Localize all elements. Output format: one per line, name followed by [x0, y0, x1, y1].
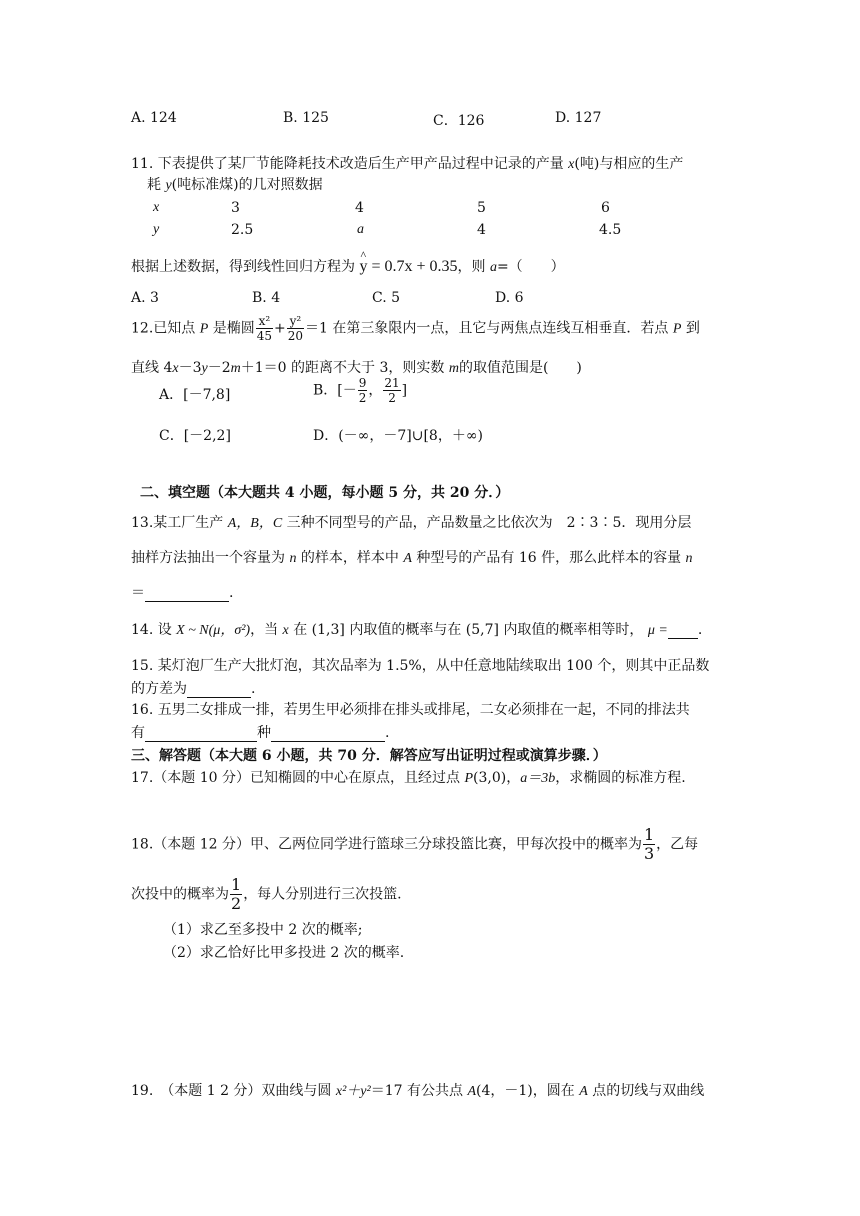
- q14-text: 内取值的概率相等时，: [503, 622, 644, 638]
- q12-var-p: P: [199, 321, 209, 337]
- q12-option-d: D．(－∞，－7]∪[8，＋∞): [313, 428, 483, 444]
- frac-num: 1: [231, 875, 242, 894]
- q13-text: 种型号的产品有 16 件，那么此样本的容量: [416, 550, 682, 566]
- q12-option-c: C．[－2,2]: [159, 428, 231, 444]
- frac-num: 1: [643, 825, 655, 844]
- q14-text: .: [697, 622, 703, 638]
- q11-text: 根据上述数据，得到线性回归方程为: [131, 259, 355, 275]
- q12-text: 到: [685, 320, 700, 337]
- q13-line1: [131, 512, 691, 532]
- q10-option-a: A. 124: [131, 110, 177, 126]
- q12-var: m: [448, 361, 459, 376]
- q18-line1: [131, 826, 698, 863]
- plus-sign: +: [274, 320, 286, 337]
- fraction: [230, 876, 242, 913]
- q11-var-a: a: [489, 260, 497, 275]
- frac-den: 3: [643, 844, 655, 863]
- q11-text: (吨)与相应的生产: [574, 156, 684, 172]
- q11-text: =（ ）: [496, 259, 565, 275]
- table-cell: 4: [477, 222, 486, 238]
- q18-text: 次投中的概率为: [131, 886, 229, 903]
- section-2-heading: 二、填空题（本大题共 4 小题，每小题 5 分，共 20 分．）: [140, 485, 510, 501]
- q11-stem-line1: [131, 153, 683, 173]
- q18-text: ，乙每: [656, 836, 699, 853]
- q11-text: ，则: [457, 259, 486, 275]
- fraction: [643, 826, 655, 863]
- frac-num: y²: [287, 314, 304, 329]
- q11-text: (吨标准煤)的几对照数据: [171, 177, 323, 193]
- q11-text: 耗: [147, 177, 161, 193]
- q11-stem-line2: [147, 174, 323, 194]
- q17-text: (3,0)，: [473, 770, 521, 786]
- q14-text: 在: [293, 622, 308, 638]
- q11-regression-line: [131, 256, 565, 276]
- q10-option-c: C．126: [433, 113, 485, 129]
- frac-den: 2: [388, 391, 396, 405]
- answer-blank[interactable]: [271, 727, 385, 742]
- q14-distribution: X ~ N(μ，σ²): [176, 623, 251, 638]
- q16-line1: 16. 五男二女排成一排，若男生甲必须排在排头或排尾，二女必须排在一起，不同的排法共: [131, 702, 690, 718]
- q12-var: x: [172, 361, 179, 376]
- q11-option-d: D. 6: [495, 290, 524, 306]
- q12-text: ＝1 在第三象限内一点，且它与两焦点连线互相垂直．若点: [305, 320, 669, 337]
- q12-stem-line1: [131, 314, 700, 343]
- q12-text: －3: [178, 360, 202, 376]
- regression-equation: ^ y = 0.7x + 0.35: [359, 258, 457, 276]
- q12-var: m: [230, 361, 241, 376]
- q14-var-x: x: [282, 623, 289, 638]
- table-cell: 3: [231, 200, 240, 216]
- q14-mu: μ =: [647, 623, 668, 638]
- q12-text: B．[－: [313, 382, 357, 399]
- table-cell: 6: [601, 200, 610, 216]
- table-row-x-label: x: [153, 200, 160, 215]
- q12-text: 直线 4: [131, 360, 173, 376]
- frac-num: x²: [256, 314, 273, 329]
- frac-num: 9: [358, 376, 367, 390]
- q15-text: .: [251, 681, 256, 697]
- q12-text: ]: [401, 382, 408, 399]
- q14-text: 14. 设: [131, 622, 172, 638]
- answer-blank[interactable]: [145, 587, 229, 602]
- answer-blank[interactable]: [145, 727, 257, 742]
- q13-text: 抽样方法抽出一个容量为: [131, 550, 285, 566]
- q14-interval: (5,7]: [465, 622, 499, 638]
- table-cell: a: [357, 222, 364, 237]
- q12-var: y: [201, 361, 208, 376]
- frac-den: 45: [256, 329, 273, 343]
- frac-num: 21: [384, 376, 400, 390]
- q13-text: 三种不同型号的产品，产品数量之比依次为 2∶3∶5．现用分层: [286, 515, 692, 531]
- fraction: [287, 314, 304, 343]
- q16-line2: [131, 722, 389, 742]
- q15-line1: 15. 某灯泡厂生产大批灯泡，其次品率为 1.5%，从中任意地陆续取出 100 个，则其中正品数: [131, 658, 710, 674]
- table-cell: 4: [355, 200, 364, 216]
- q17-text: 17.（本题 10 分）已知椭圆的中心在原点，且经过点: [131, 770, 460, 786]
- q13-var-n: n: [289, 551, 297, 566]
- q19-line: [131, 1080, 704, 1100]
- q11-text: 11. 下表提供了某厂节能降耗技术改造后生产甲产品过程中记录的产量: [131, 156, 564, 172]
- q18-sub2: （2）求乙恰好比甲多投进 2 次的概率.: [163, 945, 405, 961]
- q10-option-b: B. 125: [283, 110, 329, 126]
- q17-var-p: P: [464, 771, 473, 786]
- q17-equation: a＝3b: [520, 771, 556, 786]
- q13-vars: A，B，C: [227, 516, 283, 531]
- q11-option-a: A. 3: [131, 290, 159, 306]
- q11-option-b: B. 4: [252, 290, 281, 306]
- q14-line: [131, 619, 702, 639]
- q12-var-p: P: [672, 321, 682, 337]
- q18-text: ，每人分别进行三次投篮.: [243, 886, 402, 903]
- q14-text: ，当: [250, 622, 279, 638]
- q15-line2: [131, 678, 255, 698]
- table-cell: 5: [477, 200, 486, 216]
- table-row-y-label: y: [153, 222, 160, 237]
- q18-sub1: （1）求乙至多投中 2 次的概率;: [163, 922, 363, 938]
- frac-den: 2: [231, 894, 242, 913]
- q18-line2: [131, 876, 402, 913]
- q19-text: 19. （本题 1 2 分）双曲线与圆: [131, 1083, 332, 1099]
- q16-text: 有: [131, 725, 145, 741]
- q15-text: 的方差为: [131, 681, 187, 697]
- q13-line2: [131, 547, 693, 567]
- q10-option-d: D. 127: [555, 110, 602, 126]
- q11-var-y: y: [165, 178, 172, 193]
- q19-text: 点的切线与双曲线: [592, 1083, 705, 1099]
- q12-stem-line2: [131, 357, 582, 377]
- q11-var-x: x: [568, 157, 575, 172]
- q13-line3: [131, 582, 233, 602]
- q12-text: 的取值范围是( ): [458, 360, 582, 376]
- q12-text: 12.已知点: [131, 320, 196, 337]
- q13-var-a: A: [403, 551, 412, 566]
- q14-text: 内取值的概率与在: [349, 622, 462, 638]
- answer-blank[interactable]: [668, 624, 698, 639]
- q13-text: 13.某工厂生产: [131, 515, 224, 531]
- q17-text: ，求椭圆的标准方程.: [555, 770, 686, 786]
- q12-option-a: A．[－7,8]: [159, 387, 231, 403]
- q19-var-a: A: [467, 1084, 476, 1099]
- q13-text: ＝: [131, 585, 145, 601]
- q16-text: .: [385, 725, 390, 741]
- q14-interval: (1,3]: [311, 622, 345, 638]
- q11-option-c: C. 5: [372, 290, 401, 306]
- fraction: [383, 376, 400, 405]
- frac-den: 2: [358, 391, 367, 405]
- q13-text: 的样本，样本中: [300, 550, 399, 566]
- q16-text: 种: [257, 725, 271, 741]
- fraction: [256, 314, 273, 343]
- q12-text: －2: [207, 360, 231, 376]
- fraction: [358, 376, 368, 405]
- answer-blank[interactable]: [187, 683, 251, 698]
- q19-var-a: A: [579, 1084, 588, 1099]
- q18-text: 18.（本题 12 分）甲、乙两位同学进行篮球三分球投篮比赛，甲每次投中的概率为: [131, 836, 642, 853]
- table-cell: 2.5: [231, 222, 254, 238]
- q12-text: ，: [368, 382, 383, 399]
- q19-text: ＝17 有公共点: [370, 1083, 463, 1099]
- q13-text: .: [229, 585, 234, 601]
- table-cell: 4.5: [599, 222, 622, 238]
- section-3-heading: 三、解答题（本大题 6 小题，共 70 分．解答应写出证明过程或演算步骤．）: [131, 748, 607, 764]
- q12-option-b: [313, 376, 407, 405]
- q13-var-n: n: [685, 551, 693, 566]
- q19-text: (4，－1)，圆在: [476, 1083, 575, 1099]
- q17-line: [131, 767, 686, 787]
- q19-equation: x²＋y²: [335, 1084, 371, 1099]
- frac-den: 20: [287, 329, 304, 343]
- q12-text: ＋1＝0 的距离不大于 3，则实数: [240, 360, 445, 376]
- q12-text: 是椭圆: [212, 320, 255, 337]
